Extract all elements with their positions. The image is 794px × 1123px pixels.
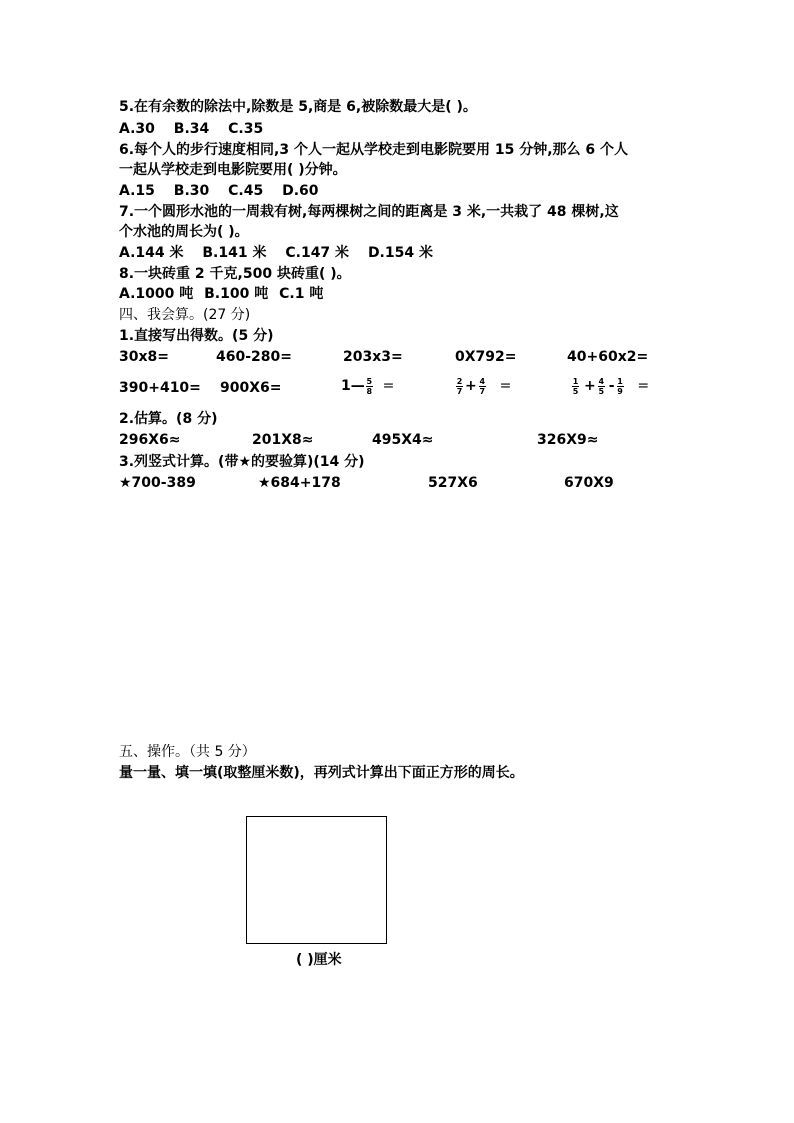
question-5: 5.在有余数的除法中,除数是 5,商是 6,被除数最大是( )。 — [119, 99, 477, 115]
question-8: 8.一块砖重 2 千克,500 块砖重( )。 — [119, 266, 351, 282]
section-5-title: 五、操作。（共 5 分） — [119, 744, 256, 760]
vertical-calc-item: ★700-389 — [119, 475, 196, 491]
part-2-title: 2.估算。(8 分) — [119, 411, 218, 427]
question-7-options — [119, 244, 447, 262]
fraction-expression-b: $\frac{2}{7}$ + $\frac{4}{7}$ = — [456, 376, 512, 396]
option-c: C.35 — [228, 121, 264, 137]
section-5-instruction: 量一量、填一填(取整厘米数)，再列式计算出下面正方形的周长。 — [119, 765, 524, 781]
option-a: A.30 — [119, 121, 155, 137]
question-6-options — [119, 182, 333, 200]
option-a: A.144 米 — [119, 245, 184, 261]
part-3-title: 3.列竖式计算。(带★的要验算)(14 分) — [119, 454, 365, 470]
question-8-options — [119, 285, 337, 303]
answer-blank: ( )厘米 — [296, 952, 342, 968]
section-4-title: 四、我会算。(27 分) — [119, 307, 251, 323]
fraction-expression-a: 1— $\frac{5}{8}$ = — [341, 376, 395, 396]
calc-item: 390+410= — [119, 380, 201, 396]
option-b: B.100 吨 — [204, 286, 269, 302]
calc-item: 900X6= — [220, 380, 282, 396]
calc-item: 40+60x2= — [567, 349, 649, 365]
question-7-line-2: 个水池的周长为( )。 — [119, 224, 249, 240]
option-a: A.1000 吨 — [119, 286, 194, 302]
option-c: C.1 吨 — [279, 286, 324, 302]
calc-item: 460-280= — [216, 349, 292, 365]
option-c: C.45 — [228, 183, 264, 199]
question-5-options — [119, 120, 277, 138]
estimate-item: 201X8≈ — [252, 432, 314, 448]
vertical-calc-item: 670X9 — [564, 475, 614, 491]
option-d: D.60 — [282, 183, 319, 199]
question-6-line-2: 一起从学校走到电影院要用( )分钟。 — [119, 162, 347, 178]
question-6-line-1: 6.每个人的步行速度相同,3 个人一起从学校走到电影院要用 15 分钟,那么 6 个人 — [119, 142, 629, 158]
vertical-calc-item: 527X6 — [428, 475, 478, 491]
option-b: B.34 — [173, 121, 210, 137]
question-7-line-1: 7.一个圆形水池的一周栽有树,每两棵树之间的距离是 3 米,一共栽了 48 棵树,这 — [119, 204, 619, 220]
fraction-5-8: $\frac{5}{8}$ — [366, 376, 373, 396]
option-b: B.30 — [173, 183, 210, 199]
estimate-item: 495X4≈ — [372, 432, 434, 448]
estimate-item: 296X6≈ — [119, 432, 181, 448]
calc-item: 30x8= — [119, 349, 169, 365]
square-figure — [246, 816, 387, 944]
option-a: A.15 — [119, 183, 155, 199]
calc-item: 0X792= — [455, 349, 517, 365]
estimate-item: 326X9≈ — [537, 432, 599, 448]
fraction-expression-c: $\frac{1}{5}$ + $\frac{4}{5}$ - $\frac{1}{9}$ = — [572, 376, 650, 396]
vertical-calc-item: ★684+178 — [258, 475, 341, 491]
option-b: B.141 米 — [202, 245, 267, 261]
calc-item: 203x3= — [343, 349, 403, 365]
option-c: C.147 米 — [285, 245, 350, 261]
option-d: D.154 米 — [367, 245, 433, 261]
part-1-title: 1.直接写出得数。(5 分) — [119, 328, 274, 344]
